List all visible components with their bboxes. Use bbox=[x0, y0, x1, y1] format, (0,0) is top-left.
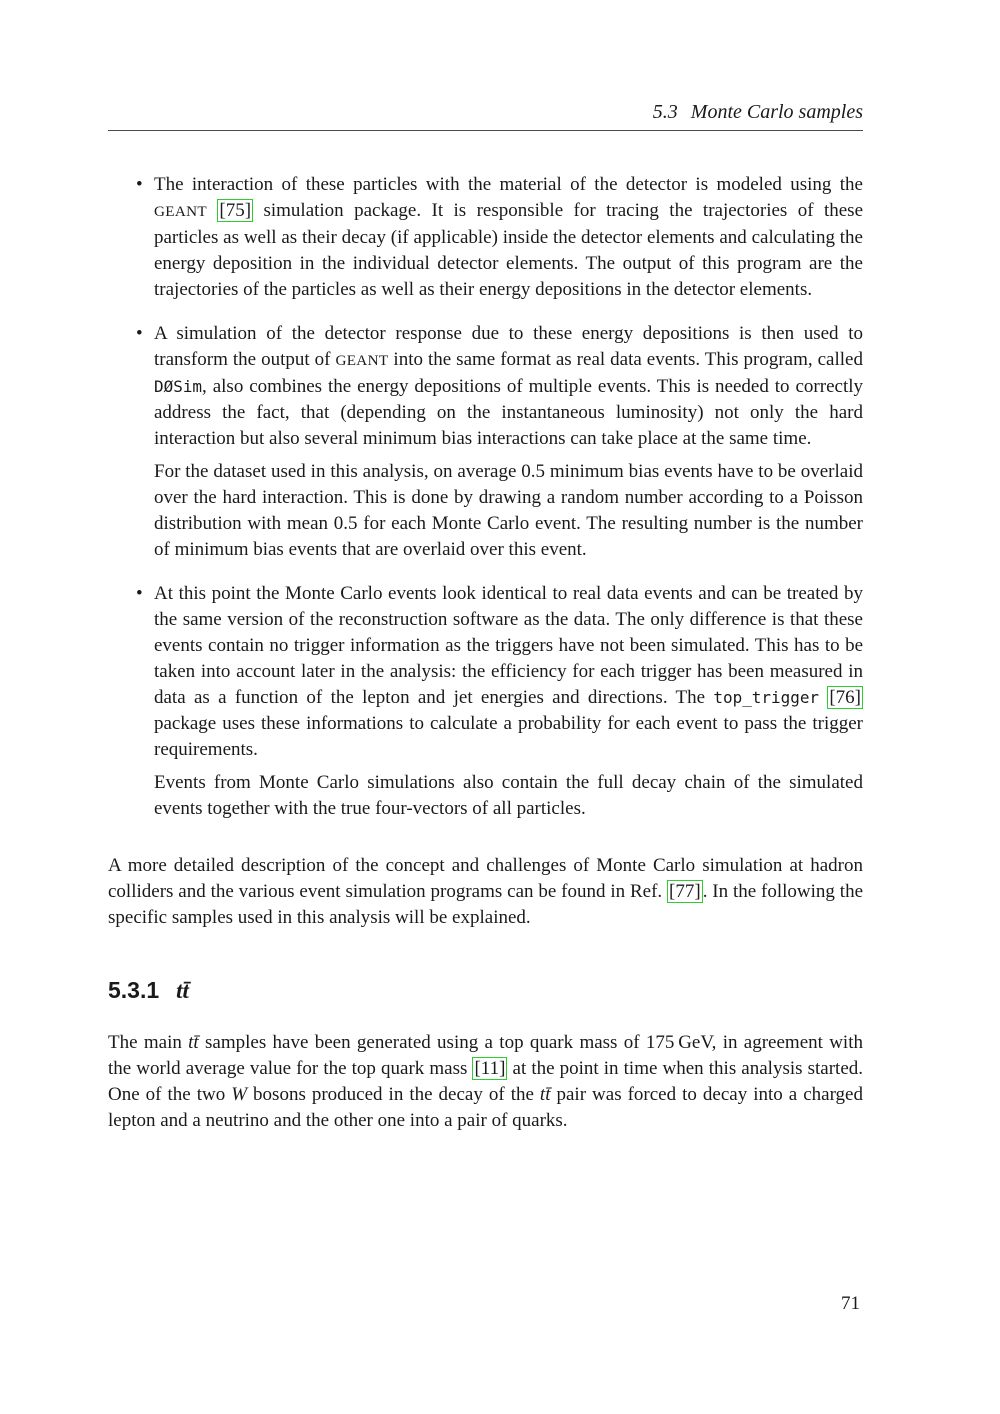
text-segment: simulation package. It is responsible for tracing the trajectories of these particles as well as their decay (if applicable) inside the detector elements and calculating the energy deposition in the individual detector elements. The output of this program are the trajectories of the particles as well as their energy depositions in the detector elements. bbox=[154, 200, 864, 300]
text-segment: samples have been generated using a top quark mass of 175 GeV, in agreement with the world average value for the top quark mass bbox=[108, 1032, 863, 1079]
text-segment: top_trigger bbox=[713, 688, 820, 707]
text-segment: At this point the Monte Carlo events look identical to real data events and can be treated by the same version of the reconstruction software as the data. The only difference is that these events contain no trigger information as the triggers have not been simulated. This has to be taken into account later in the analysis: the efficiency for each trigger has been measured in data as a function of the lepton and jet energies and directions. The bbox=[154, 583, 863, 708]
text-segment: bosons produced in the decay of the bbox=[247, 1084, 540, 1105]
paragraph bbox=[154, 321, 863, 452]
running-head-section-number: 5.3 bbox=[652, 101, 678, 123]
text-segment: A more detailed description of the concept and challenges of Monte Carlo simulation at hadron colliders and the various event simulation programs can be found in Ref. bbox=[108, 855, 863, 902]
running-head bbox=[108, 100, 863, 124]
text-segment: , also combines the energy depositions of multiple events. This is needed to correctly address the fact, that (depending on the instantaneous luminosity) not only the hard interaction but also several minimum bias interactions can take place at the same time. bbox=[154, 376, 863, 449]
paragraph bbox=[154, 581, 863, 763]
bullet-list bbox=[108, 172, 863, 822]
page-content bbox=[108, 0, 863, 1134]
citation-link[interactable]: [11] bbox=[474, 1058, 506, 1079]
text-segment: For the dataset used in this analysis, on average 0.5 minimum bias events have to be overlaid over the hard interaction. This is done by drawing a random number according to a Poisson distribution with mean 0.5 for each Monte Carlo event. The resulting number is the number of minimum bias events that are overlaid over this event. bbox=[154, 461, 863, 560]
bullet-marker: • bbox=[136, 323, 143, 344]
paragraph bbox=[154, 770, 863, 822]
text-segment: The interaction of these particles with the material of the detector is modeled using the bbox=[154, 174, 863, 195]
list-item-trigger bbox=[108, 581, 863, 822]
subsection-heading bbox=[108, 976, 863, 1005]
paragraph bbox=[154, 172, 863, 303]
citation-link[interactable]: [77] bbox=[669, 881, 701, 902]
text-segment: . In the following the specific samples used in this analysis will be explained. bbox=[108, 881, 864, 928]
text-segment: DØSim bbox=[154, 377, 203, 396]
text-segment bbox=[207, 200, 217, 221]
text-segment: A simulation of the detector response due to these energy depositions is then used to transform the output of bbox=[154, 323, 863, 370]
text-segment: tt̄ bbox=[188, 1032, 199, 1053]
list-item-geant bbox=[108, 172, 863, 303]
bullet-marker: • bbox=[136, 174, 143, 195]
subsection-number: 5.3.1 bbox=[108, 977, 160, 1003]
text-segment: at the point in time when this analysis started. One of the two bbox=[108, 1058, 864, 1105]
page-header bbox=[108, 100, 863, 131]
page-body bbox=[108, 172, 863, 1134]
text-segment: into the same format as real data events. This program, called bbox=[388, 349, 863, 370]
running-head-title: Monte Carlo samples bbox=[690, 101, 863, 123]
subsection-paragraph bbox=[108, 1030, 863, 1134]
text-segment: GEANT bbox=[154, 203, 207, 220]
header-rule bbox=[108, 130, 863, 131]
paragraph bbox=[154, 459, 863, 563]
closing-paragraph bbox=[108, 853, 863, 931]
list-item-d0sim bbox=[108, 321, 863, 563]
text-segment: W bbox=[231, 1084, 248, 1105]
citation-link[interactable]: [76] bbox=[829, 687, 862, 708]
page-number: 71 bbox=[841, 1293, 860, 1314]
text-segment: Events from Monte Carlo simulations also contain the full decay chain of the simulated events together with the true four-vectors of all particles. bbox=[154, 772, 863, 819]
text-segment: The main bbox=[108, 1032, 189, 1053]
text-segment: package uses these informations to calculate a probability for each event to pass the trigger requirements. bbox=[154, 713, 863, 760]
bullet-marker: • bbox=[136, 583, 143, 604]
text-segment: pair was forced to decay into a charged lepton and a neutrino and the other one into a pair of quarks. bbox=[108, 1084, 863, 1131]
citation-link[interactable]: [75] bbox=[219, 200, 252, 221]
subsection-title: tt̄ bbox=[176, 978, 189, 1003]
text-segment: tt̄ bbox=[539, 1084, 551, 1105]
text-segment: GEANT bbox=[335, 352, 389, 369]
